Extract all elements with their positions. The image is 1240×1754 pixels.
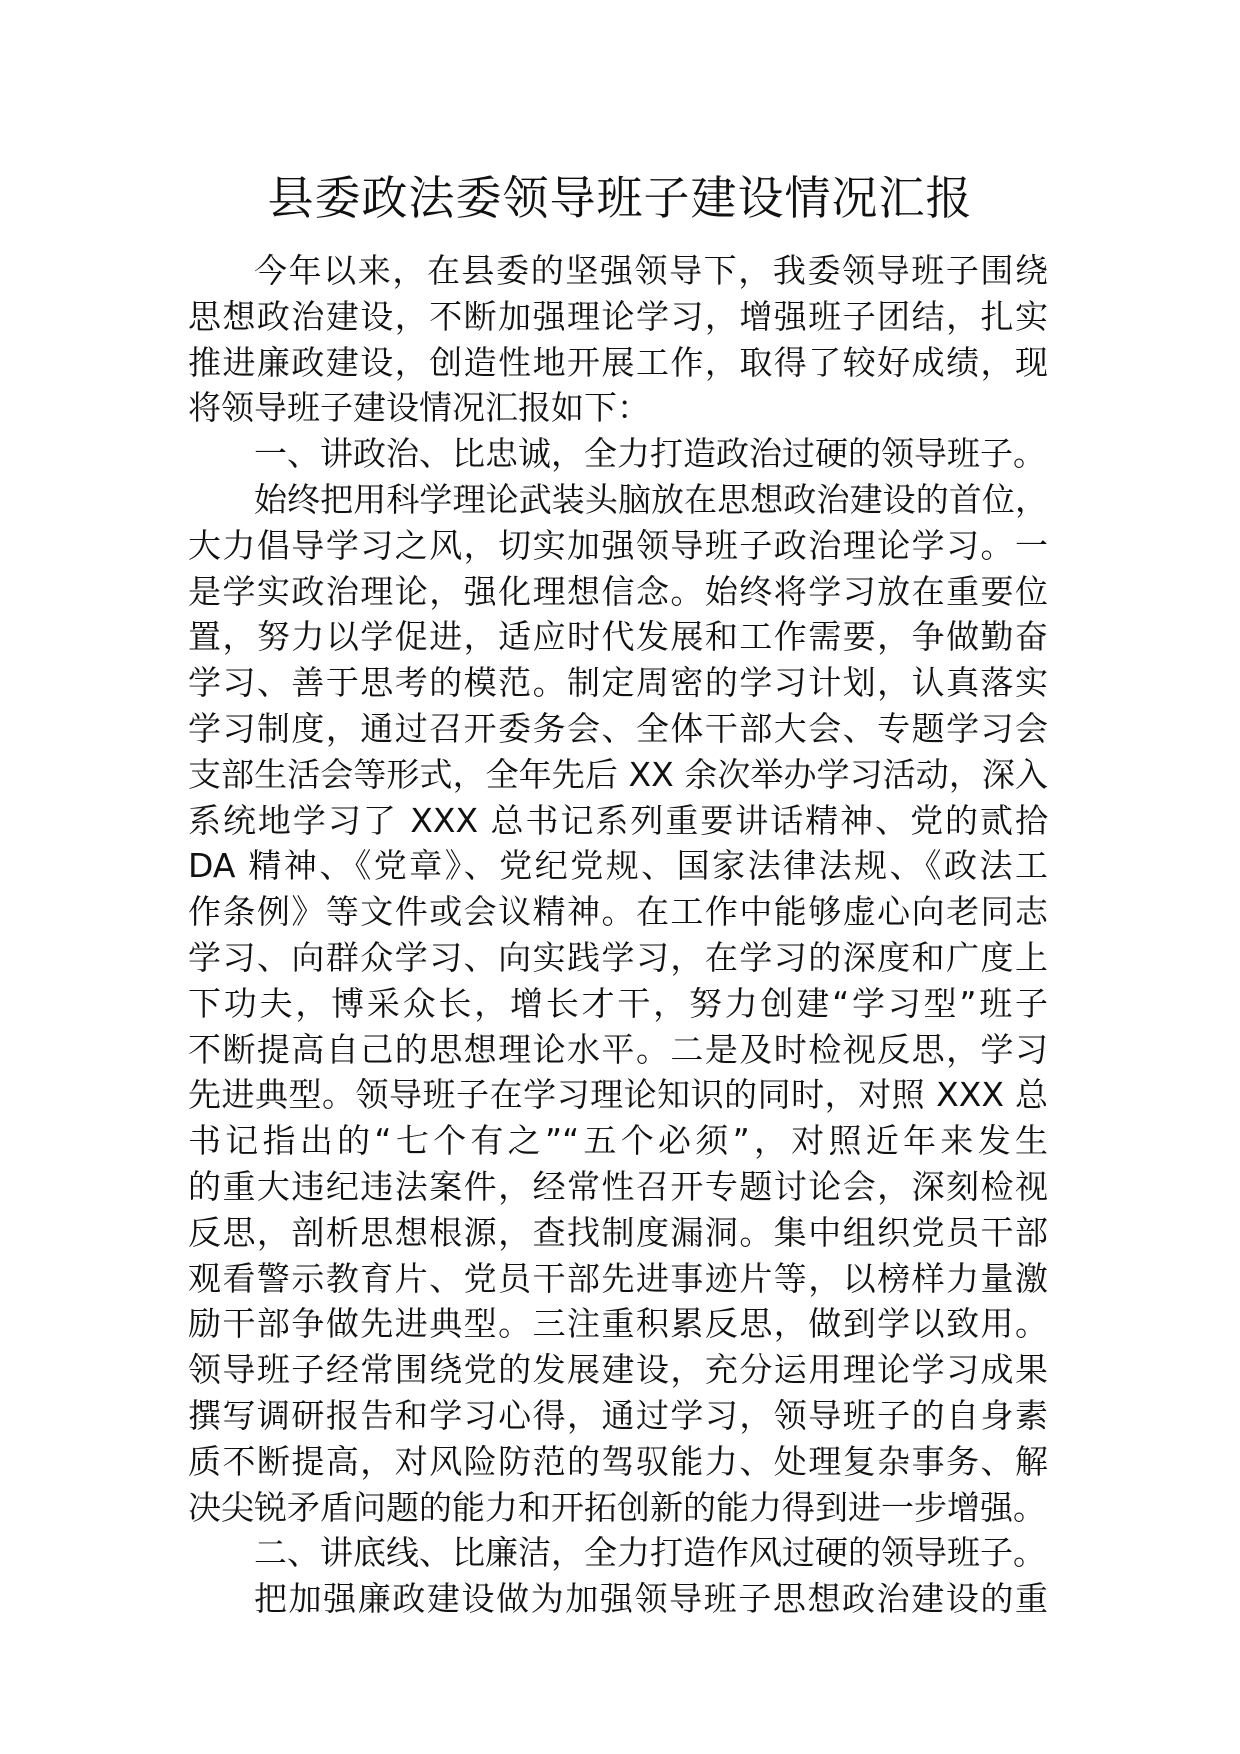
text-line: 置，努力以学促进，适应时代发展和工作需要，争做勤奋 bbox=[188, 617, 1048, 657]
text-line: 思想政治建设，不断加强理论学习，增强班子团结，扎实 bbox=[188, 296, 1048, 336]
text-line: 领导班子经常围绕党的发展建设，充分运用理论学习成果 bbox=[188, 1350, 1048, 1390]
text-line: 撰写调研报告和学习心得，通过学习，领导班子的自身素 bbox=[188, 1395, 1048, 1435]
text-line: 学习、向群众学习、向实践学习，在学习的深度和广度上 bbox=[188, 937, 1048, 977]
text-line: 支部生活会等形式，全年先后 XX 余次举办学习活动，深入 bbox=[188, 754, 1048, 794]
text-line: 下功夫，博采众长，增长才干，努力创建“学习型”班子 bbox=[188, 983, 1048, 1023]
text-line: 大力倡导学习之风，切实加强领导班子政治理论学习。一 bbox=[188, 525, 1048, 565]
text-line: 书记指出的“七个有之”“五个必须”，对照近年来发生 bbox=[188, 1121, 1048, 1161]
text-line: 的重大违纪违法案件，经常性召开专题讨论会，深刻检视 bbox=[188, 1166, 1048, 1206]
text-line: 质不断提高，对风险防范的驾驭能力、处理复杂事务、解 bbox=[188, 1441, 1048, 1481]
text-line: 二、讲底线、比廉洁，全力打造作风过硬的领导班子。 bbox=[254, 1533, 1046, 1573]
text-line: 系统地学习了 XXX 总书记系列重要讲话精神、党的贰拾 bbox=[188, 800, 1048, 840]
text-line: 反思，剖析思想根源，查找制度漏洞。集中组织党员干部 bbox=[188, 1212, 1048, 1252]
document-title: 县委政法委领导班子建设情况汇报 bbox=[267, 171, 973, 225]
text-line: 作条例》等文件或会议精神。在工作中能够虚心向老同志 bbox=[188, 892, 1048, 932]
text-line: 推进廉政建设，创造性地开展工作，取得了较好成绩，现 bbox=[188, 342, 1048, 382]
text-line: 学习制度，通过召开委务会、全体干部大会、专题学习会 bbox=[188, 708, 1048, 748]
text-line: 始终把用科学理论武装头脑放在思想政治建设的首位， bbox=[254, 479, 1048, 519]
document-body bbox=[188, 248, 1048, 1622]
text-line: 先进典型。领导班子在学习理论知识的同时，对照 XXX 总 bbox=[188, 1075, 1048, 1115]
text-line: 一、讲政治、比忠诚，全力打造政治过硬的领导班子。 bbox=[254, 434, 1046, 474]
text-line: 学习、善于思考的模范。制定周密的学习计划，认真落实 bbox=[188, 663, 1048, 703]
text-line: 将领导班子建设情况汇报如下： bbox=[188, 388, 650, 428]
text-line: 今年以来，在县委的坚强领导下，我委领导班子围绕 bbox=[254, 251, 1048, 290]
text-line: 把加强廉政建设做为加强领导班子思想政治建设的重 bbox=[254, 1579, 1048, 1619]
text-line: 观看警示教育片、党员干部先进事迹片等，以榜样力量激 bbox=[188, 1258, 1048, 1298]
text-line: 不断提高自己的思想理论水平。二是及时检视反思，学习 bbox=[188, 1029, 1048, 1069]
text-line: 决尖锐矛盾问题的能力和开拓创新的能力得到进一步增强。 bbox=[188, 1487, 1046, 1527]
text-line: 励干部争做先进典型。三注重积累反思，做到学以致用。 bbox=[188, 1304, 1048, 1344]
text-line: DA 精神、《党章》、党纪党规、国家法律法规、《政法工 bbox=[188, 846, 1048, 886]
text-line: 是学实政治理论，强化理想信念。始终将学习放在重要位 bbox=[188, 571, 1048, 611]
